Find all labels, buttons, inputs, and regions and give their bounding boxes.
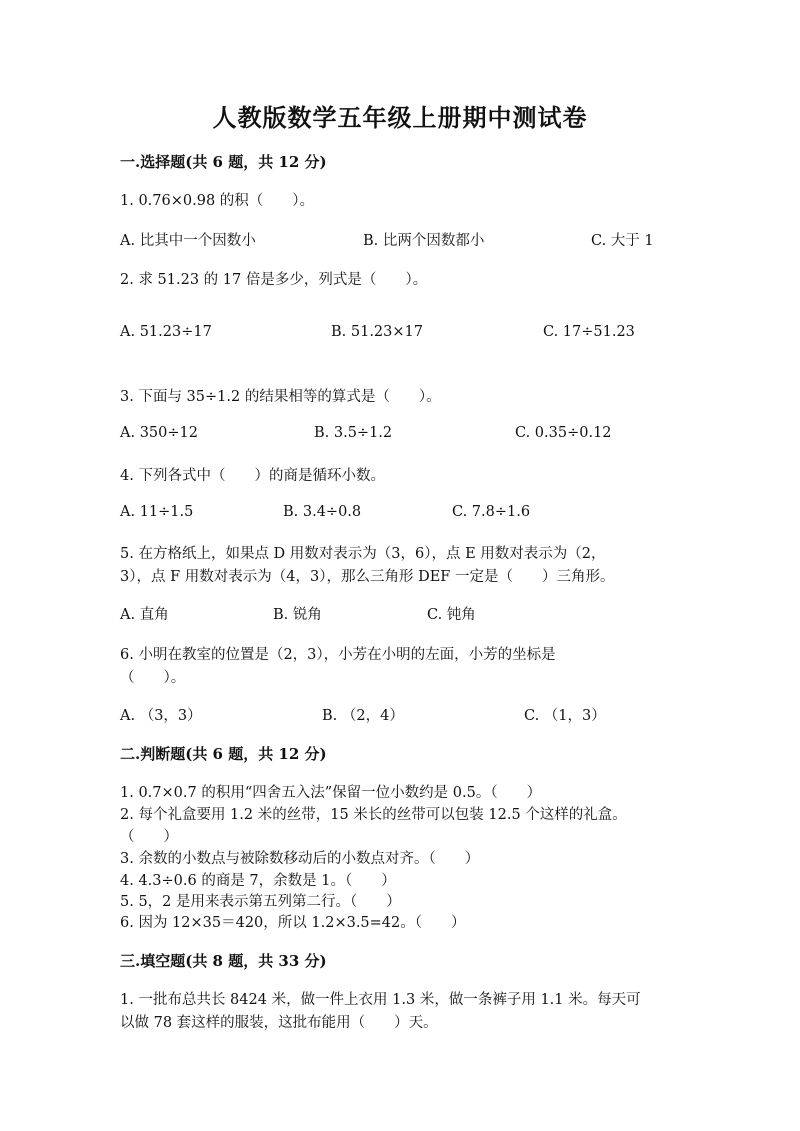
option-a: A. 比其中一个因数小 xyxy=(120,233,256,249)
option-c: C. 钝角 xyxy=(427,607,476,623)
option-c: C. 大于 1 xyxy=(591,233,654,249)
option-b: B. 3.5÷1.2 xyxy=(314,425,393,441)
question-stem-line: 3），点 F 用数对表示为（4，3），那么三角形 DEF 一定是（ ）三角形。 xyxy=(120,569,615,585)
judgment-item: 5. 5，2 是用来表示第五列第二行。（ ） xyxy=(120,894,401,910)
option-b: B. 3.4÷0.8 xyxy=(283,504,362,520)
option-a: A. 11÷1.5 xyxy=(120,504,194,520)
option-b: B. 锐角 xyxy=(273,607,322,623)
option-a: A. 51.23÷17 xyxy=(120,324,212,340)
option-b: B. 比两个因数都小 xyxy=(363,233,485,249)
question-stem: 2. 求 51.23 的 17 倍是多少，列式是（ ）。 xyxy=(120,272,428,288)
judgment-item: 3. 余数的小数点与被除数移动后的小数点对齐。（ ） xyxy=(120,851,480,867)
judgment-item: 2. 每个礼盒要用 1.2 米的丝带，15 米长的丝带可以包装 12.5 个这样的礼盒。 xyxy=(120,807,627,823)
section-heading-judgment: 二.判断题(共 6 题，共 12 分) xyxy=(120,745,327,763)
judgment-item: 1. 0.7×0.7 的积用“四舍五入法”保留一位小数约是 0.5。（ ） xyxy=(120,785,542,801)
section-heading-fill: 三.填空题(共 8 题，共 33 分) xyxy=(120,952,327,970)
option-a: A. 350÷12 xyxy=(120,425,198,441)
option-a: A. （3，3） xyxy=(120,708,202,724)
judgment-item: （ ） xyxy=(120,829,178,845)
judgment-item: 6. 因为 12×35＝420，所以 1.2×3.5=42。（ ） xyxy=(120,915,466,931)
question-stem: 3. 下面与 35÷1.2 的结果相等的算式是（ ）。 xyxy=(120,389,441,405)
option-c: C. 0.35÷0.12 xyxy=(515,425,612,441)
question-stem-line: 5. 在方格纸上，如果点 D 用数对表示为（3，6），点 E 用数对表示为（2， xyxy=(120,546,606,562)
question-stem: 1. 0.76×0.98 的积（ ）。 xyxy=(120,193,315,209)
question-stem: 4. 下列各式中（ ）的商是循环小数。 xyxy=(120,468,385,484)
page-title: 人教版数学五年级上册期中测试卷 xyxy=(212,103,588,132)
question-stem-line: 6. 小明在教室的位置是（2，3），小芳在小明的左面，小芳的坐标是 xyxy=(120,647,556,663)
option-b: B. 51.23×17 xyxy=(331,324,423,340)
option-b: B. （2，4） xyxy=(322,708,404,724)
judgment-item: 4. 4.3÷0.6 的商是 7，余数是 1。（ ） xyxy=(120,873,396,889)
question-stem-line: 1. 一批布总共长 8424 米，做一件上衣用 1.3 米，做一条裤子用 1.1 米。每天可 xyxy=(120,992,641,1008)
option-c: C. 17÷51.23 xyxy=(543,324,635,340)
section-heading-choice: 一.选择题(共 6 题，共 12 分) xyxy=(120,153,327,171)
option-c: C. （1，3） xyxy=(524,708,606,724)
question-stem-line: 以做 78 套这样的服装，这批布能用（ ）天。 xyxy=(120,1015,438,1031)
question-stem-line: （ ）。 xyxy=(120,670,186,686)
option-c: C. 7.8÷1.6 xyxy=(452,504,531,520)
option-a: A. 直角 xyxy=(120,607,169,623)
